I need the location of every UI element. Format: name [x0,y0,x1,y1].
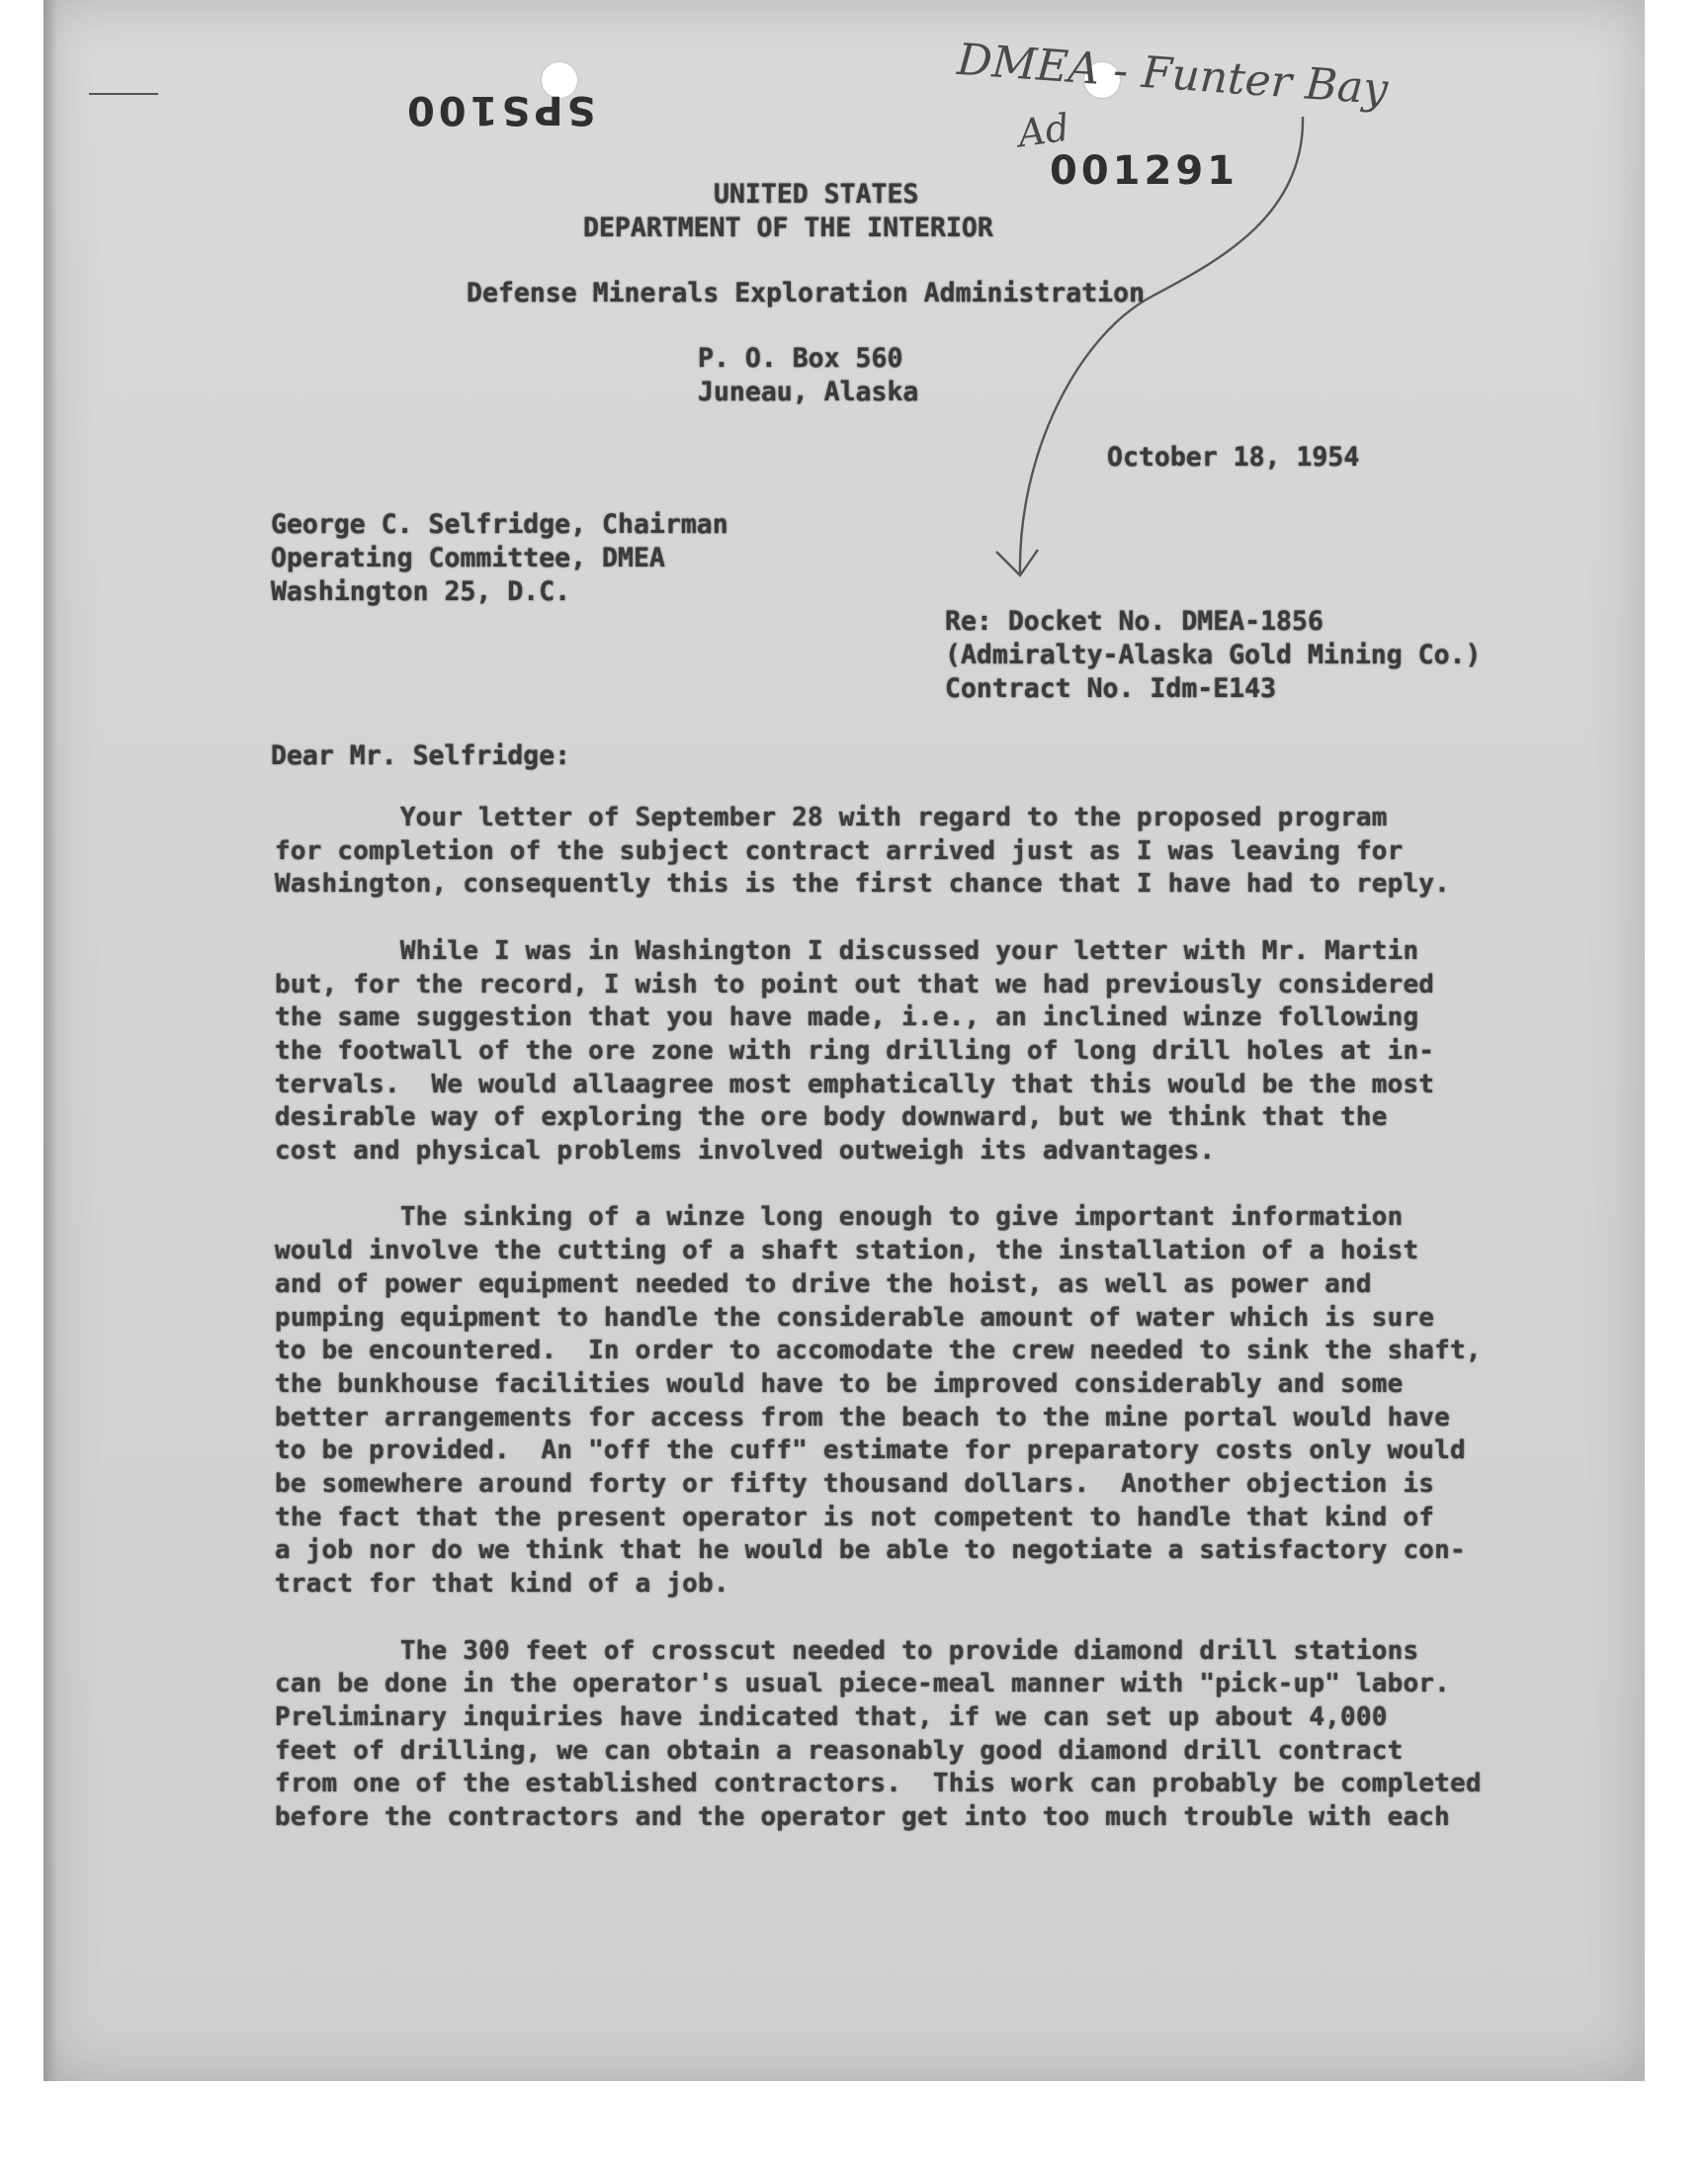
body-line: cost and physical problems involved outweigh its advantages. [275,1136,1216,1166]
body-line: before the contractors and the operator get into too much trouble with each [275,1802,1450,1832]
body-line: can be done in the operator's usual piece-meal manner with "pick-up" labor. [275,1669,1450,1699]
salutation: Dear Mr. Selfridge: [271,740,571,771]
scan-shadow-edge [43,0,57,2081]
body-line: would involve the cutting of a shaft station, the installation of a hoist [275,1236,1419,1266]
body-line: the same suggestion that you have made, i.e., an inclined winze following [275,1002,1419,1033]
body-line: to be provided. An "off the cuff" estimate for preparatory costs only would [275,1436,1466,1466]
stamp-sps100: SPS100 [403,87,596,132]
letterhead-department: DEPARTMENT OF THE INTERIOR [583,213,993,243]
body-line: The 300 feet of crosscut needed to provide diamond drill stations [275,1635,1419,1666]
body-line: The sinking of a winze long enough to give important information [275,1202,1404,1233]
body-line: Preliminary inquiries have indicated that, if we can set up about 4,000 [275,1701,1388,1732]
body-line: feet of drilling, we can obtain a reasonably good diamond drill contract [275,1735,1404,1766]
margin-mark [89,93,158,95]
stamp-number: 001291 [1050,148,1238,194]
recipient-city: Washington 25, D.C. [271,576,571,607]
body-line: the bunkhouse facilities would have to be improved considerably and some [275,1368,1404,1399]
body-line: a job nor do we think that he would be able to negotiate a satisfactory con- [275,1535,1466,1566]
letter-date: October 18, 1954 [1107,442,1360,473]
body-line: Washington, consequently this is the first chance that I have had to reply. [275,869,1450,900]
body-line: the footwall of the ore zone with ring drilling of long drill holes at in- [275,1035,1435,1066]
body-line: better arrangements for access from the beach to the mine portal would have [275,1402,1450,1433]
body-line: and of power equipment needed to drive the hoist, as well as power and [275,1268,1372,1299]
letterhead-country: UNITED STATES [714,179,919,210]
handwritten-note-2: Ad [1015,105,1072,156]
body-line: but, for the record, I wish to point out that we had previously considered [275,969,1435,1000]
body-line: desirable way of exploring the ore body downward, but we think that the [275,1102,1388,1133]
body-line: tervals. We would allaagree most emphatically that this would be the most [275,1069,1435,1099]
reference-docket: Re: Docket No. DMEA-1856 [945,606,1324,637]
recipient-name: George C. Selfridge, Chairman [271,509,728,540]
reference-company: (Admiralty-Alaska Gold Mining Co.) [945,640,1482,670]
body-line: tract for that kind of a job. [275,1569,729,1600]
reference-contract: Contract No. Idm-E143 [945,673,1277,704]
body-line: be somewhere around forty or fifty thousand dollars. Another objection is [275,1469,1435,1499]
letterhead-city: Juneau, Alaska [698,377,919,407]
body-line: the fact that the present operator is not competent to handle that kind of [275,1502,1435,1532]
body-line: pumping equipment to handle the considerable amount of water which is sure [275,1302,1435,1333]
body-line: While I was in Washington I discussed your letter with Mr. Martin [275,935,1419,966]
body-line: from one of the established contractors. This work can probably be completed [275,1769,1482,1799]
handwritten-note: DMEA - Funter Bay [955,34,1390,116]
recipient-committee: Operating Committee, DMEA [271,543,665,573]
body-line: for completion of the subject contract arrived just as I was leaving for [275,835,1404,866]
body-line: Your letter of September 28 with regard to the proposed program [275,803,1388,832]
body-line: to be encountered. In order to accomodate the crew needed to sink the shaft, [275,1336,1482,1366]
letterhead-po-box: P. O. Box 560 [698,343,903,374]
letterhead-agency: Defense Minerals Exploration Administration [467,278,1146,308]
